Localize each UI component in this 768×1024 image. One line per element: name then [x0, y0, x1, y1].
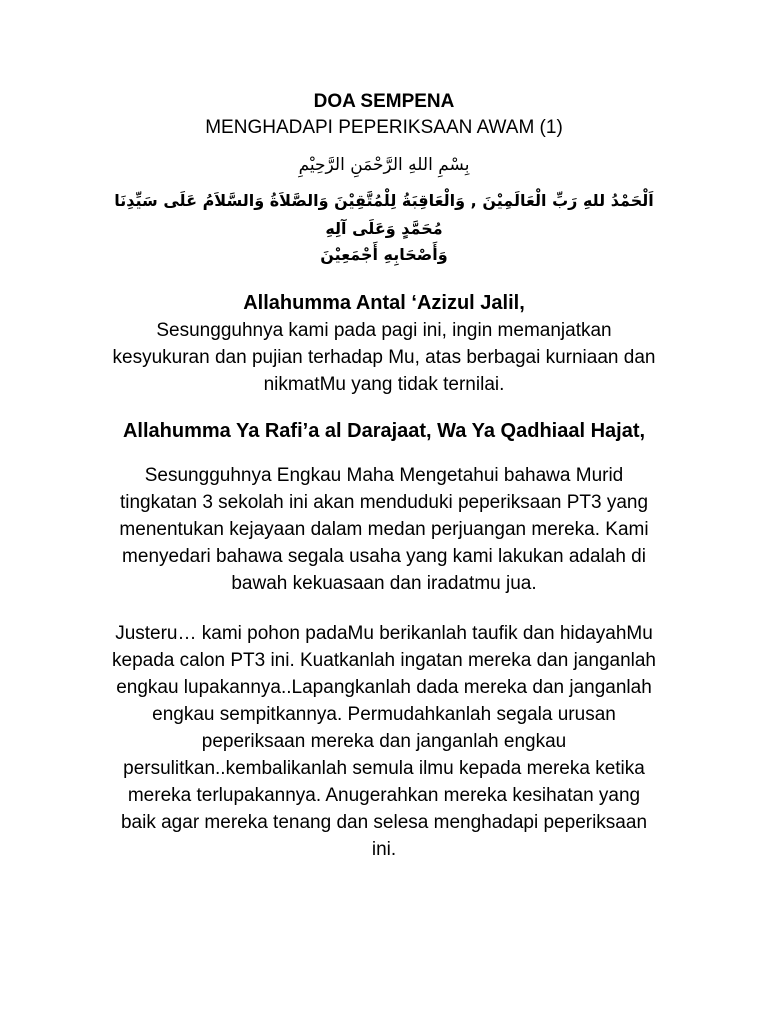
document-subtitle: MENGHADAPI PEPERIKSAAN AWAM (1)	[205, 117, 563, 138]
paragraph-line: Sesungguhnya kami pada pagi ini, ingin memanjatkan	[156, 320, 612, 341]
heading-rafia-al-darajaat: Allahumma Ya Rafi’a al Darajaat, Wa Ya Qadhiaal Hajat,	[122, 420, 646, 442]
paragraph-line: peperiksaan mereka dan janganlah engkau	[201, 731, 567, 752]
arabic-line-2: مُحَمَّدٍ وَعَلَى آلِهِ	[325, 219, 443, 238]
paragraph-line: bawah kekuasaan dan iradatmu jua.	[231, 573, 537, 594]
paragraph-supplication	[90, 620, 678, 863]
paragraph-line: engkau lupakannya..Lapangkanlah dada mereka dan janganlah	[116, 677, 652, 698]
paragraph-line: baik agar mereka tenang dan selesa menghadapi peperiksaan	[120, 812, 648, 833]
paragraph-line: engkau sempitkannya. Permudahkanlah segala urusan	[152, 704, 616, 725]
paragraph-line: persulitkan..kembalikanlah semula ilmu kepada mereka ketika	[123, 758, 645, 779]
arabic-line-1: اَلْحَمْدُ للهِ رَبِّ الْعَالَمِيْنَ , وَالْعَاقِبَةُ لِلْمُتَّقِيْنَ وَالصَّلاَةُ وَالسَّلاَمُ عَلَى سَيِّدِنَا	[114, 191, 654, 210]
paragraph-line: nikmatMu yang tidak ternilai.	[263, 374, 505, 395]
paragraph-line: kepada calon PT3 ini. Kuatkanlah ingatan mereka dan janganlah	[112, 650, 656, 671]
paragraph-line: menentukan kejayaan dalam medan perjuangan mereka. Kami	[119, 519, 649, 540]
paragraph-gratitude	[90, 317, 678, 398]
arabic-line-3: وَأَصْحَابِهِ أَجْمَعِيْنَ	[320, 245, 448, 264]
paragraph-line: Sesungguhnya Engkau Maha Mengetahui bahawa Murid	[144, 465, 624, 486]
paragraph-line: tingkatan 3 sekolah ini akan menduduki peperiksaan PT3 yang	[119, 492, 649, 513]
paragraph-line: ini.	[371, 839, 397, 860]
paragraph-line: kesyukuran dan pujian terhadap Mu, atas berbagai kurniaan dan	[112, 347, 656, 368]
document-title: DOA SEMPENA	[313, 91, 455, 112]
arabic-basmalah: بِسْمِ اللهِ الرَّحْمَنِ الرَّحِيْمِ	[298, 155, 470, 175]
paragraph-line: Justeru… kami pohon padaMu berikanlah taufik dan hidayahMu	[115, 623, 653, 644]
paragraph-line: mereka terlupakannya. Anugerahkan mereka kesihatan yang	[127, 785, 641, 806]
heading-antal-azizul-jalil: Allahumma Antal ‘Azizul Jalil,	[243, 292, 525, 314]
paragraph-line: menyedari bahawa segala usaha yang kami lakukan adalah di	[122, 546, 646, 567]
paragraph-exam-knowledge	[90, 462, 678, 597]
